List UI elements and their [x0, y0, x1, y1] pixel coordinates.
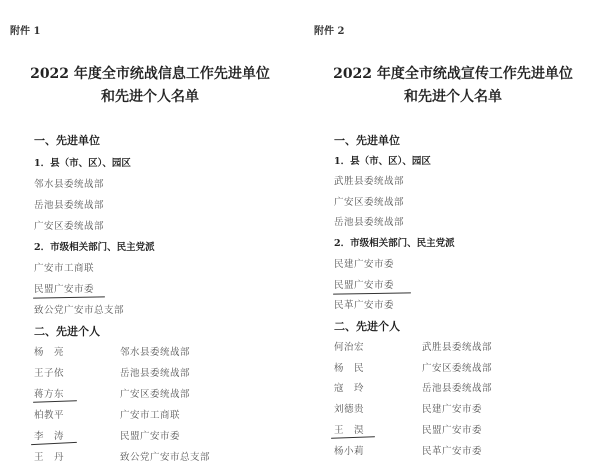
- person-row: [334, 424, 482, 437]
- person-organization: 武胜县委统战部: [422, 342, 493, 353]
- unit-list-item: 广安市工商联: [34, 263, 95, 274]
- unit-list-item: 岳池县委统战部: [334, 217, 405, 228]
- person-organization: 民盟广安市委: [120, 431, 181, 442]
- document-title: [0, 63, 300, 109]
- person-row: [34, 409, 180, 422]
- person-organization: 岳池县委统战部: [120, 368, 191, 379]
- annex-label: 附件 2: [314, 26, 345, 37]
- title-line-2: 和先进个人名单: [404, 89, 502, 105]
- person-name: 柏教平: [34, 410, 65, 421]
- person-organization: 民盟广安市委: [422, 425, 483, 436]
- section-heading-units: 一、先进单位: [34, 134, 100, 147]
- person-organization: 民革广安市委: [422, 446, 483, 457]
- unit-list-item: 岳池县委统战部: [34, 200, 105, 211]
- person-name: 王 淏: [334, 425, 365, 436]
- person-organization: 民建广安市委: [422, 404, 483, 415]
- document-title: [303, 63, 603, 109]
- person-row: [34, 367, 190, 380]
- section-heading-individuals: 二、先进个人: [334, 320, 400, 333]
- person-organization: 广安区委统战部: [422, 363, 493, 374]
- unit-list-item: 民盟广安市委: [334, 280, 395, 291]
- person-row: [334, 341, 492, 354]
- unit-list-item: 武胜县委统战部: [334, 176, 405, 187]
- person-name: 何治宏: [334, 342, 365, 353]
- person-row: [334, 403, 482, 416]
- person-row: [334, 362, 492, 375]
- right-document-page: [303, 0, 606, 474]
- handwritten-underline: [33, 296, 105, 298]
- subsection-heading-counties: 1．县（市、区）、园区: [34, 158, 131, 169]
- person-organization: 致公党广安市总支部: [120, 452, 211, 463]
- unit-list-item: 邻水县委统战部: [34, 179, 105, 190]
- person-name: 李 涛: [34, 431, 65, 442]
- person-name: 刘德贵: [334, 404, 365, 415]
- unit-list-item: 致公党广安市总支部: [34, 305, 125, 316]
- handwritten-underline: [331, 436, 375, 439]
- section-heading-individuals: 二、先进个人: [34, 325, 100, 338]
- person-name: 寇 玲: [334, 383, 365, 394]
- title-line-1: 2022 年度全市统战宣传工作先进单位: [333, 66, 573, 82]
- handwritten-underline: [33, 400, 77, 403]
- handwritten-underline: [333, 292, 411, 294]
- person-name: 杨 亮: [34, 347, 65, 358]
- person-organization: 广安区委统战部: [120, 389, 191, 400]
- person-row: [34, 430, 180, 443]
- title-line-2: 和先进个人名单: [101, 89, 199, 105]
- person-row: [34, 451, 210, 464]
- person-organization: 广安市工商联: [120, 410, 181, 421]
- subsection-heading-departments: 2．市级相关部门、民主党派: [334, 238, 455, 249]
- person-organization: 邻水县委统战部: [120, 347, 191, 358]
- person-name: 杨小莉: [334, 446, 365, 457]
- person-name: 王 丹: [34, 452, 65, 463]
- person-row: [334, 382, 492, 395]
- unit-list-item: 广安区委统战部: [34, 221, 105, 232]
- person-name: 王子依: [34, 368, 65, 379]
- person-organization: 岳池县委统战部: [422, 383, 493, 394]
- person-row: [34, 388, 190, 401]
- annex-label: 附件 1: [10, 26, 41, 37]
- unit-list-item: 民盟广安市委: [34, 284, 95, 295]
- subsection-heading-departments: 2．市级相关部门、民主党派: [34, 242, 155, 253]
- title-line-1: 2022 年度全市统战信息工作先进单位: [30, 66, 270, 82]
- unit-list-item: 民革广安市委: [334, 300, 395, 311]
- unit-list-item: 广安区委统战部: [334, 197, 405, 208]
- person-name: 杨 民: [334, 363, 365, 374]
- subsection-heading-counties: 1．县（市、区）、园区: [334, 156, 431, 167]
- person-row: [334, 445, 482, 458]
- section-heading-units: 一、先进单位: [334, 134, 400, 147]
- person-name: 蒋方东: [34, 389, 65, 400]
- unit-list-item: 民建广安市委: [334, 259, 395, 270]
- person-row: [34, 346, 190, 359]
